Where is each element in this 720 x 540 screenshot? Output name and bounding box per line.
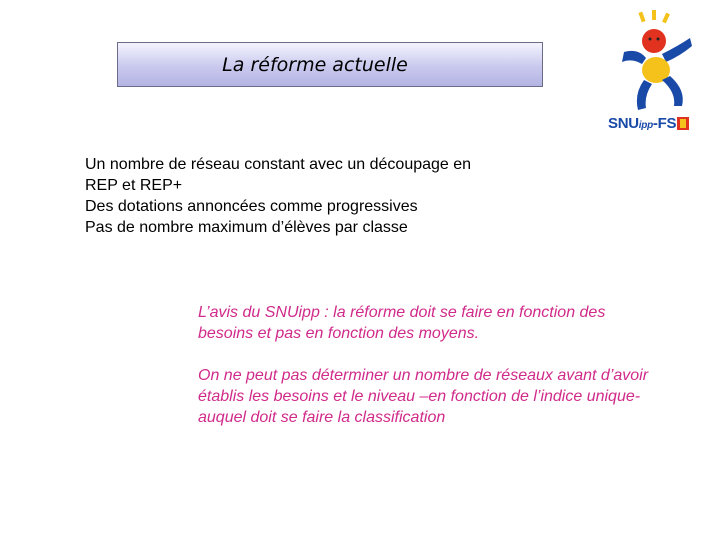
body-line: REP et REP+ xyxy=(85,177,183,194)
opinion-paragraph-2: On ne peut pas déterminer un nombre de réseaux avant d’avoir établis les besoins et le niveau –en fonction de l’indice unique- auquel doit se faire la classification xyxy=(198,367,649,426)
slide-title: La réforme actuelle xyxy=(222,53,408,76)
title-box xyxy=(117,42,543,87)
body-line: Un nombre de réseau constant avec un découpage en xyxy=(85,156,472,173)
body-line: Pas de nombre maximum d’élèves par classe xyxy=(85,219,408,236)
body-text xyxy=(85,154,471,238)
body-line: Des dotations annoncées comme progressives xyxy=(85,198,418,215)
opinion-block xyxy=(198,302,658,449)
logo-wordmark: SNUipp-FS xyxy=(608,115,689,132)
fsu-square-icon xyxy=(677,117,689,130)
opinion-paragraph-1: L’avis du SNUipp : la réforme doit se faire en fonction des besoins et pas en fonction des moyens. xyxy=(198,304,606,342)
